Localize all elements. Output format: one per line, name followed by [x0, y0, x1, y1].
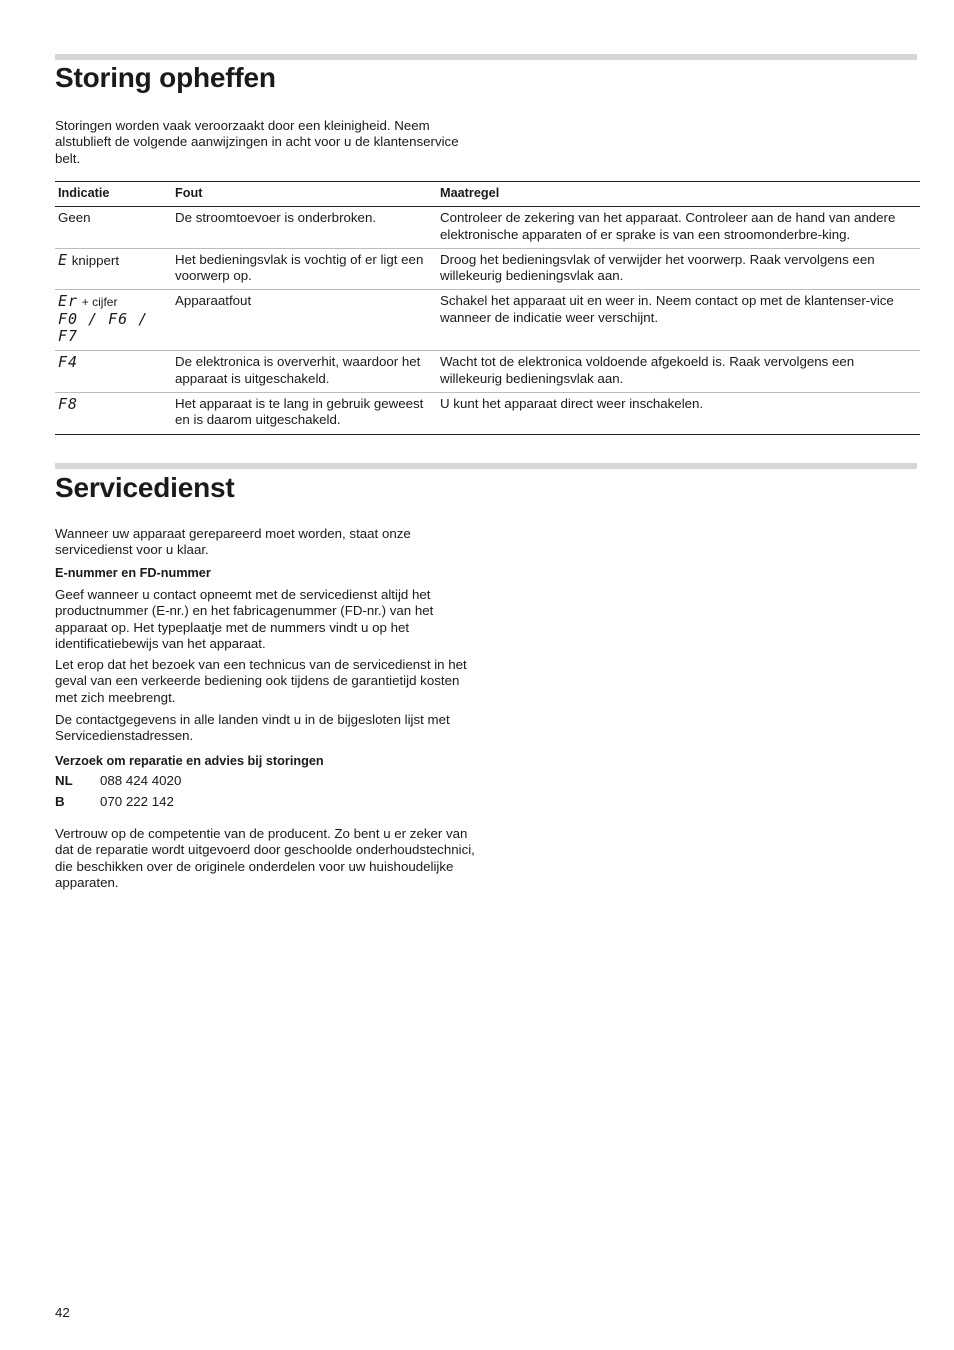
action-cell: U kunt het apparaat direct weer inschakelen. — [437, 392, 920, 434]
service-paragraph-4: Vertrouw op de competentie van de producent. Zo bent u er zeker van dat de reparatie wordt uitgevoerd door geschoolde onderhoudstechnici, die beschikken over de originele onderdelen voor uw huishoudelijke apparaten. — [55, 826, 475, 890]
indicator-cell — [55, 207, 172, 249]
indicator-cell — [55, 290, 172, 351]
header-indicatie: Indicatie — [55, 182, 172, 207]
table-header-row — [55, 182, 920, 207]
section-rule — [55, 54, 917, 60]
fault-cell: Het bedieningsvlak is vochtig of er ligt een voorwerp op. — [172, 248, 437, 290]
country-code: B — [55, 794, 65, 809]
action-cell: Droog het bedieningsvlak of verwijder het voorwerp. Raak vervolgens een willekeurig bedieningsvlak aan. — [437, 248, 920, 290]
phone-row-b — [55, 794, 174, 810]
indicator-text: knippert — [71, 252, 120, 268]
table-row — [55, 351, 920, 393]
section-title-servicedienst: Servicedienst — [55, 472, 235, 503]
table-row — [55, 290, 920, 351]
fault-cell: Apparaatfout — [172, 290, 437, 351]
indicator-cell — [55, 248, 172, 290]
indicator-cell — [55, 392, 172, 434]
fault-cell: De elektronica is oververhit, waardoor het apparaat is uitgeschakeld. — [172, 351, 437, 393]
action-cell: Schakel het apparaat uit en weer in. Neem contact op met de klantenser-vice wanneer de indicatie weer verschijnt. — [437, 290, 920, 351]
storing-intro: Storingen worden vaak veroorzaakt door een kleinigheid. Neem alstublieft de volgende aanwijzingen in acht voor u de klantenservice belt. — [55, 118, 459, 166]
section-title-storing: Storing opheffen — [55, 62, 276, 93]
indicator-text: + cijfer — [81, 295, 118, 310]
subheading-reparatie: Verzoek om reparatie en advies bij storingen — [55, 754, 324, 768]
header-maatregel: Maatregel — [437, 182, 920, 207]
service-paragraph-2: Let erop dat het bezoek van een technicus van de servicedienst in het geval van een verkeerde bediening ook tijdens de garantietijd kosten met zich meebrengt. — [55, 657, 467, 705]
phone-number: 088 424 4020 — [100, 773, 182, 788]
service-paragraph-1: Geef wanneer u contact opneemt met de servicedienst altijd het productnummer (E-nr.) en het fabricagenummer (FD-nr.) van het apparaat op. Het typeplaatje met de nummers vindt u op het identificatiebewijs van het apparaat. — [55, 587, 434, 651]
action-cell: Wacht tot de elektronica voldoende afgekoeld is. Raak vervolgens een willekeurig bedieningsvlak aan. — [437, 351, 920, 393]
display-code: E — [58, 250, 69, 269]
display-code-list: F0 / F6 / F7 — [58, 309, 149, 346]
subheading-enummer: E-nummer en FD-nummer — [55, 566, 211, 580]
table-row — [55, 207, 920, 249]
service-paragraph-3: De contactgegevens in alle landen vindt u in de bijgesloten lijst met Servicedienstadressen. — [55, 712, 450, 744]
indicator-cell — [55, 351, 172, 393]
country-code: NL — [55, 773, 73, 788]
display-code: F8 — [58, 394, 79, 413]
fault-cell: De stroomtoevoer is onderbroken. — [172, 207, 437, 249]
action-cell: Controleer de zekering van het apparaat. Controleer aan de hand van andere elektronische apparaten of er sprake is van een stroomonderbre-king. — [437, 207, 920, 249]
service-intro: Wanneer uw apparaat gerepareerd moet worden, staat onze servicedienst voor u klaar. — [55, 526, 411, 558]
display-code: Er — [58, 292, 79, 311]
header-fout: Fout — [172, 182, 437, 207]
fault-table — [55, 181, 920, 435]
phone-number: 070 222 142 — [100, 794, 174, 809]
section-rule — [55, 463, 917, 469]
phone-row-nl — [55, 773, 181, 789]
table-row — [55, 392, 920, 434]
page-number: 42 — [55, 1305, 70, 1320]
fault-cell: Het apparaat is te lang in gebruik geweest en is daarom uitgeschakeld. — [172, 392, 437, 434]
indicator-text: Geen — [58, 210, 91, 226]
table-row — [55, 248, 920, 290]
display-code: F4 — [58, 353, 79, 372]
